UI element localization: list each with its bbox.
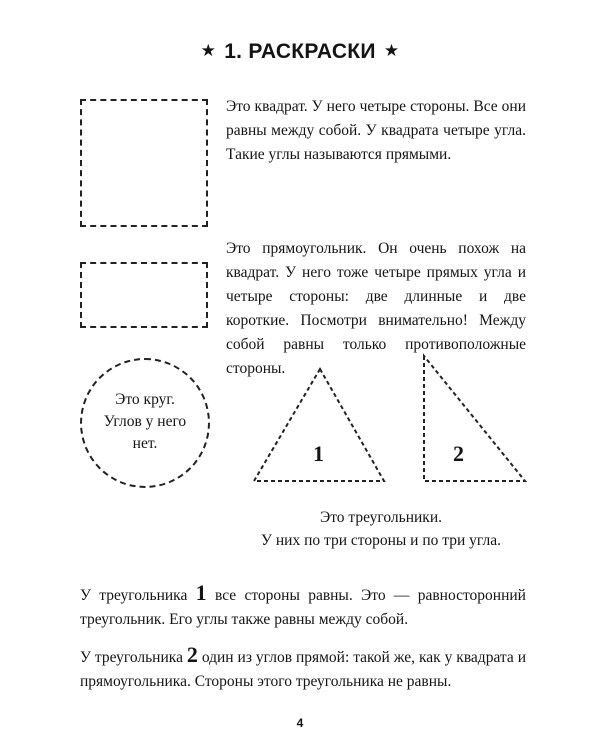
rectangle-description: Это прямоугольник. Он очень похож на квадрат. У него тоже четыре прямых угла и четыре стороны: две длинные и две короткие. Посмотри внимательно! Между собой равны только противоположные стороны. bbox=[226, 240, 526, 377]
triangle-2-label: 2 bbox=[453, 441, 464, 466]
caption-line: У них по три стороны и по три угла. bbox=[261, 532, 501, 549]
right-triangle-paragraph bbox=[80, 642, 526, 694]
circle-line: Углов у него bbox=[103, 413, 187, 430]
triangles-caption bbox=[226, 506, 536, 552]
paragraph-prefix: У треугольника bbox=[80, 649, 187, 666]
star-right-icon: ★ bbox=[383, 41, 400, 60]
right-triangle-shape bbox=[424, 356, 525, 481]
caption-line: Это треугольники. bbox=[320, 509, 442, 526]
triangle-number: 1 bbox=[195, 580, 207, 605]
page-title-text: 1. РАСКРАСКИ bbox=[224, 40, 376, 63]
paragraph-prefix: У треугольника bbox=[80, 587, 196, 604]
triangle-number: 2 bbox=[186, 642, 198, 667]
square-description: Это квадрат. У него четыре стороны. Все они равны между собой. У квадрата четыре угла. Такие углы называются прямыми. bbox=[226, 98, 526, 163]
paragraph-body: один из углов прямой: такой же, как у квадрата и прямоугольника. Стороны этого треугольника не равны. bbox=[80, 649, 526, 690]
paragraph-body: все стороны равны. Это — равносторонний треугольник. Его углы также равны между собой. bbox=[80, 587, 526, 628]
star-left-icon: ★ bbox=[200, 41, 217, 60]
circle-line: Это круг. bbox=[115, 391, 175, 408]
triangle-1-label: 1 bbox=[313, 441, 324, 466]
circle-line: нет. bbox=[132, 435, 158, 452]
equilateral-paragraph bbox=[80, 580, 526, 632]
page-number: 4 bbox=[296, 716, 304, 730]
